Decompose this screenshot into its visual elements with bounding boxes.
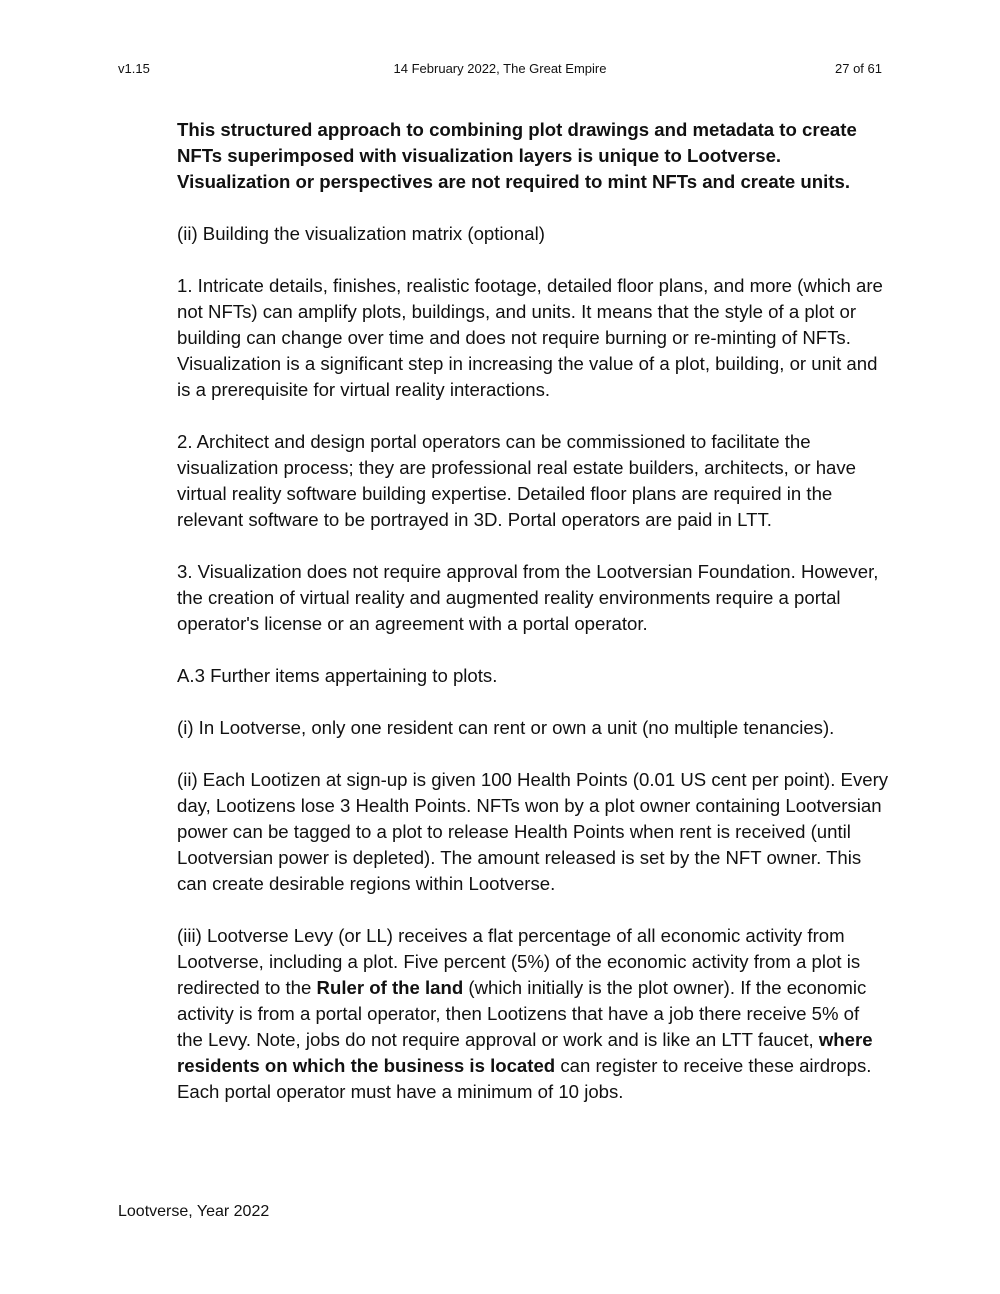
- section-heading-visualization-matrix: (ii) Building the visualization matrix (optional): [177, 223, 545, 244]
- document-date-title: 14 February 2022, The Great Empire: [393, 61, 607, 76]
- page-number: 27 of 61: [835, 61, 882, 76]
- list-item-3: 3. Visualization does not require approval from the Lootversian Foundation. However, the creation of virtual reality and augmented reality environments require a portal operator's license or an agreement with a portal operator.: [177, 561, 879, 634]
- paragraph-iii: [177, 923, 889, 1105]
- page-header: [118, 60, 882, 78]
- section-heading-a3: A.3 Further items appertaining to plots.: [177, 665, 498, 686]
- paragraph-iii-bold-ruler: Ruler of the land: [316, 977, 464, 998]
- document-version: v1.15: [118, 61, 150, 76]
- page-body: [177, 117, 889, 1131]
- list-item-1: 1. Intricate details, finishes, realistic footage, detailed floor plans, and more (which are not NFTs) can amplify plots, buildings, and units. It means that the style of a plot or building can change over time and does not require burning or re-minting of NFTs. Visualization is a significant step in increasing the value of a plot, building, or unit and is a prerequisite for virtual reality interactions.: [177, 275, 883, 400]
- paragraph-ii: (ii) Each Lootizen at sign-up is given 100 Health Points (0.01 US cent per point). Every day, Lootizens lose 3 Health Points. NFTs won by a plot owner containing Lootversian power can be tagged to a plot to release Health Points when rent is received (until Lootversian power is depleted). The amount released is set by the NFT owner. This can create desirable regions within Lootverse.: [177, 769, 889, 894]
- intro-paragraph: This structured approach to combining plot drawings and metadata to create NFTs superimposed with visualization layers is unique to Lootverse. Visualization or perspectives are not required to mint NFTs and create units.: [177, 119, 857, 192]
- paragraph-iii-part-1: (iii) Lootverse Levy (or LL) receives a flat percentage of all economic activity from Lootverse, including a plot. Five percent (5%) of the economic activity from a plot is redirected to the: [177, 925, 861, 998]
- paragraph-i: (i) In Lootverse, only one resident can rent or own a unit (no multiple tenancies).: [177, 717, 835, 738]
- page-footer: Lootverse, Year 2022: [118, 1203, 270, 1220]
- paragraph-iii-part-2: (which initially is the plot owner). If the economic activity is from a portal operator, then Lootizens that have a job there receive 5% of the Levy. Note, jobs do not require approval or work and is like an LTT faucet,: [177, 977, 867, 1050]
- list-item-2: 2. Architect and design portal operators can be commissioned to facilitate the visualization process; they are professional real estate builders, architects, or have virtual reality software building expertise. Detailed floor plans are required in the relevant software to be portrayed in 3D. Portal operators are paid in LTT.: [177, 431, 857, 530]
- paragraph-iii-bold-residents: where residents on which the business is located: [177, 1029, 873, 1076]
- paragraph-iii-part-3: can register to receive these airdrops. Each portal operator must have a minimum of 10 jobs.: [177, 1055, 872, 1102]
